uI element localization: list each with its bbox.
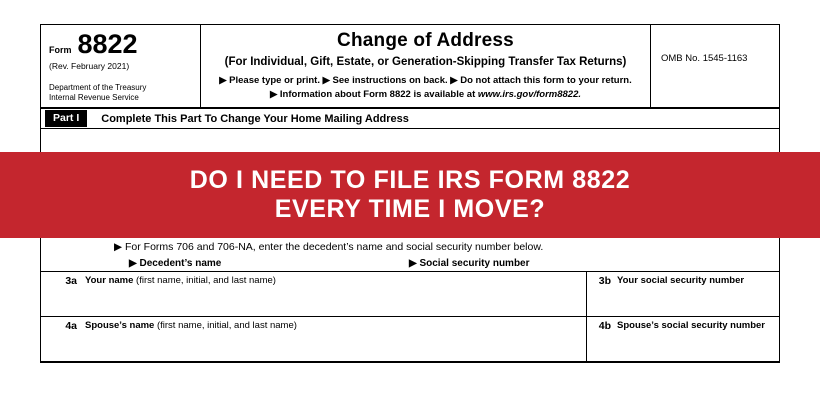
form-header-center [201, 25, 651, 107]
form-instructions [207, 74, 644, 103]
table-row [41, 317, 779, 362]
field-3b-label: Your social security number [617, 275, 745, 286]
field-3a-label [85, 275, 276, 316]
field-4a[interactable] [41, 317, 587, 361]
line-2-subtext: ▶ For Forms 706 and 706-NA, enter the decedent’s name and social security number below. [114, 241, 544, 253]
decedent-name-pointer: ▶ Decedent’s name [129, 258, 222, 269]
field-4a-label-bold: Spouse’s name [85, 320, 155, 331]
instruction-line-1: ▶ Please type or print. ▶ See instructions on back. ▶ Do not attach this form to your return. [219, 75, 632, 86]
field-4b-label: Spouse’s social security number [617, 320, 766, 331]
field-4a-number: 4a [65, 320, 77, 332]
field-3a-number: 3a [65, 275, 77, 287]
form-word-label: Form [49, 45, 72, 55]
field-3b[interactable] [587, 272, 779, 316]
field-4a-label [85, 320, 297, 361]
part-i-bar [41, 109, 779, 129]
form-header [41, 25, 779, 109]
headline-banner [0, 152, 820, 238]
table-row [41, 272, 779, 317]
field-4a-label-light: (first name, initial, and last name) [156, 320, 297, 331]
form-title: Change of Address [337, 30, 514, 51]
instruction-line-2 [207, 88, 644, 102]
part-label: Part I [45, 110, 87, 127]
form-revision-date: (Rev. February 2021) [49, 61, 130, 71]
field-3b-number: 3b [598, 275, 611, 287]
omb-number: OMB No. 1545-1163 [661, 53, 748, 64]
form-subtitle: (For Individual, Gift, Estate, or Generation-Skipping Transfer Tax Returns) [224, 56, 627, 68]
field-3a[interactable] [41, 272, 587, 316]
field-4b[interactable] [587, 317, 779, 361]
field-4b-number: 4b [598, 320, 611, 332]
part-title: Complete This Part To Change Your Home Mailing Address [101, 112, 409, 125]
field-3a-label-light: (first name, initial, and last name) [136, 275, 276, 286]
form-identifier [49, 31, 192, 58]
department-name: Department of the Treasury Internal Revenue Service [49, 83, 147, 102]
social-security-number-pointer: ▶ Social security number [409, 258, 530, 269]
form-number: 8822 [77, 29, 138, 59]
instruction-line-2-text: ▶ Information about Form 8822 is available at [269, 89, 478, 101]
field-3a-label-bold: Your name [85, 275, 134, 286]
form-header-left [41, 25, 201, 107]
pointer-row [41, 256, 779, 272]
irs-website-link[interactable]: www.irs.gov/form8822. [477, 89, 582, 101]
headline-line-2: EVERY TIME I MOVE? [274, 195, 546, 223]
headline-line-1: DO I NEED TO FILE IRS FORM 8822 [189, 165, 631, 194]
